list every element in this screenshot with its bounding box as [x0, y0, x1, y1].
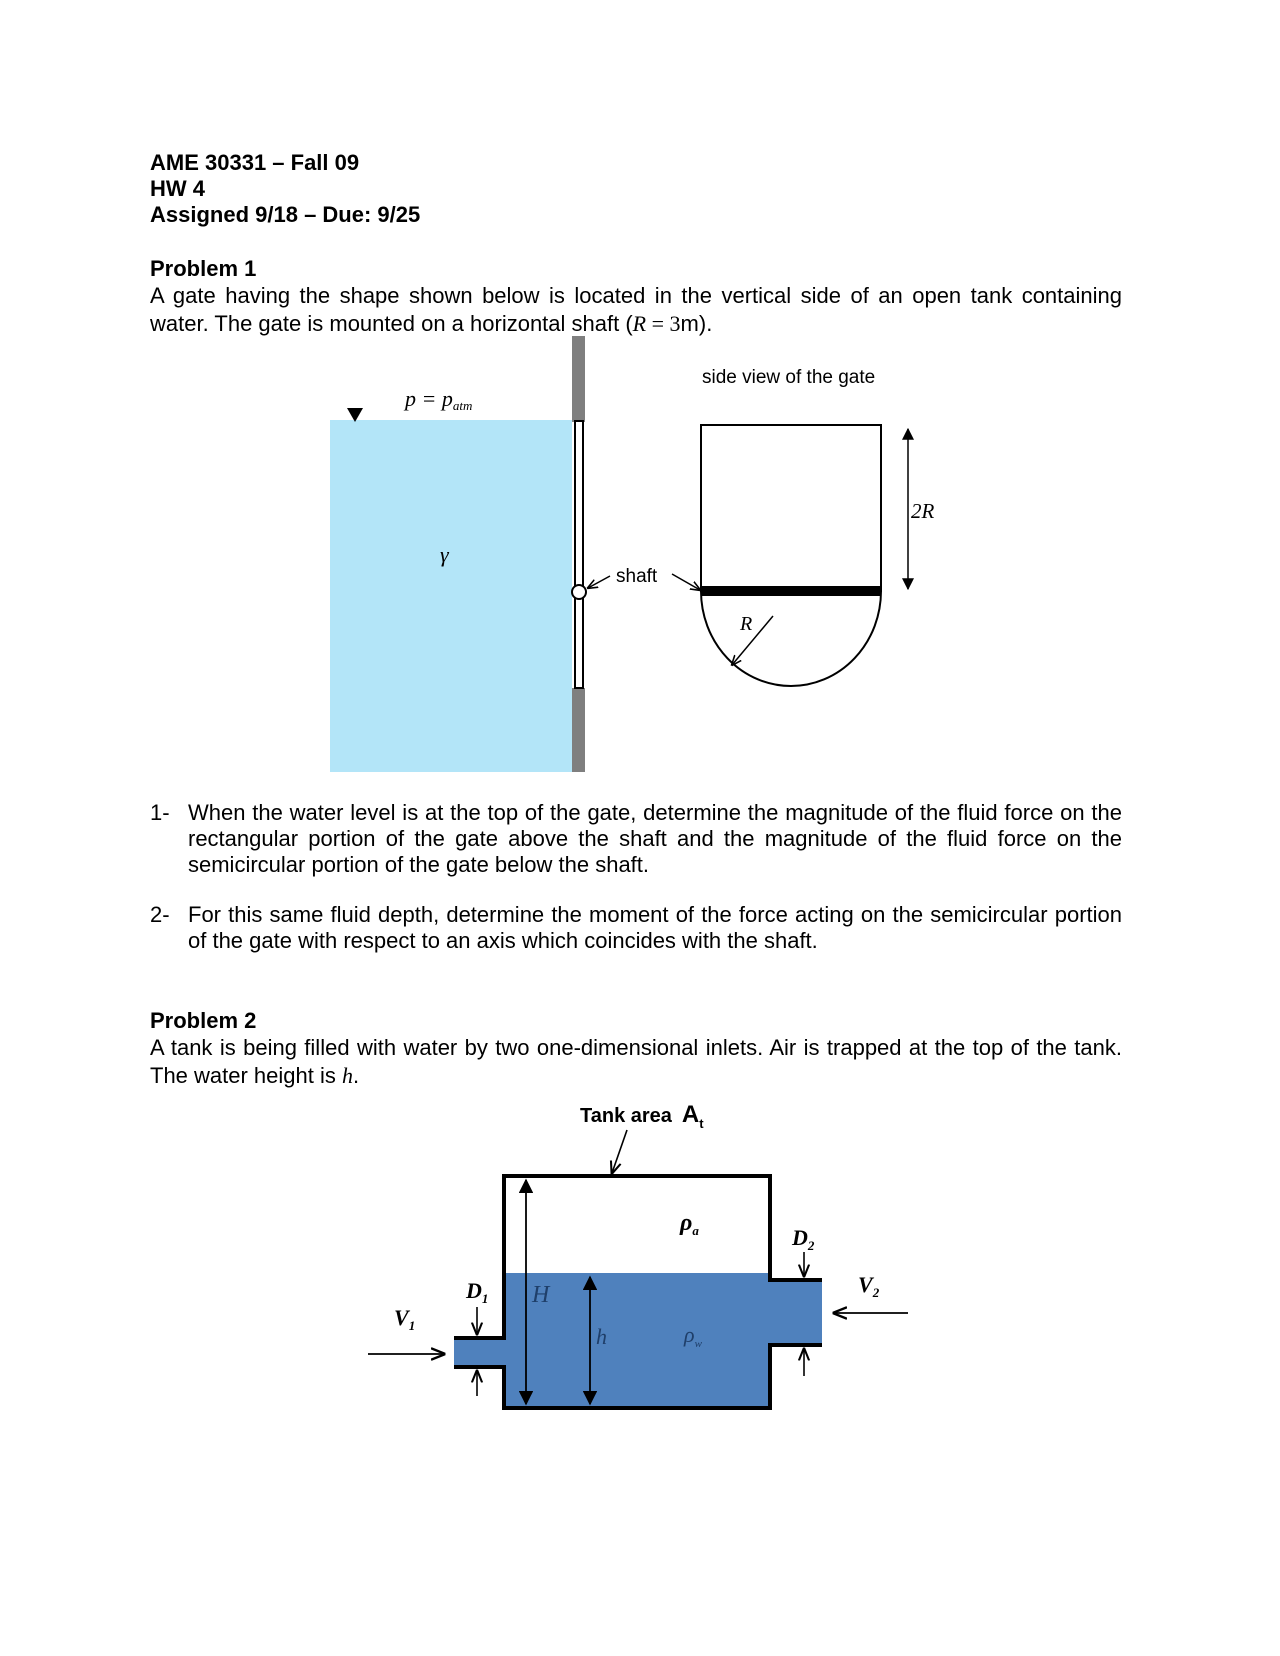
problem-1-questions: [150, 800, 1122, 954]
radius-symbol: R: [632, 311, 647, 336]
free-surface-icon: [347, 408, 363, 422]
dimension-2r-label: 2R: [911, 499, 935, 523]
problem-2-text: A tank is being filled with water by two one-dimensional inlets. Air is trapped at the top of the tank. The water height is: [150, 1035, 1122, 1088]
radius-label: R: [740, 613, 753, 635]
problem-2-title: Problem 2: [150, 1008, 257, 1033]
gate-figure: [0, 330, 1280, 780]
radius-value: = 3: [646, 311, 681, 336]
problem-1-title: Problem 1: [150, 256, 257, 281]
shaft-bar: [701, 586, 881, 596]
gamma-label: γ: [440, 542, 449, 567]
list-item: [150, 800, 1122, 878]
tank-wall-upper: [572, 336, 585, 422]
assignment-dates: Assigned 9/18 – Due: 9/25: [150, 202, 421, 227]
problem-2-statement: [150, 1034, 1122, 1090]
shaft-arrow-right: [672, 574, 700, 590]
problem-2-intro: [150, 1008, 1122, 1090]
tank-water-fill: [454, 1273, 822, 1408]
item-text: For this same fluid depth, determine the moment of the force acting on the semicircular portion of the gate with respect to an axis which coincides with the shaft.: [188, 902, 1122, 953]
tank-figure: [0, 1085, 1280, 1425]
document-header: [150, 150, 420, 228]
V2-label: $V_2$: [858, 1272, 880, 1300]
H-label: H: [532, 1282, 550, 1308]
V1-label: $V_1$: [394, 1305, 416, 1333]
D2-label: $D_2$: [792, 1225, 815, 1253]
tank-area-arrow: [612, 1130, 627, 1173]
shaft-label: shaft: [616, 566, 658, 587]
D1-label: $D_1$: [466, 1278, 489, 1306]
gate-rectangle: [701, 425, 881, 591]
height-symbol: h: [341, 1063, 353, 1088]
item-text: When the water level is at the top of the gate, determine the magnitude of the fluid force on the rectangular portion of the gate above the shaft and the magnitude of the fluid force on the semicircular portion of the gate below the shaft.: [188, 800, 1122, 877]
problem-1-intro: [150, 256, 1122, 338]
shaft-arrow-left: [588, 576, 610, 588]
tank-area-label: Tank area $A_t$: [580, 1101, 704, 1131]
problem-1-text: A gate having the shape shown below is located in the vertical side of an open tank containing water. The gate is mounted on a horizontal shaft (: [150, 283, 1122, 336]
gate-semicircle: [701, 591, 881, 686]
item-number: 2-: [150, 902, 170, 927]
shaft-pivot: [572, 585, 586, 599]
h-label: h: [596, 1324, 607, 1349]
period: .: [352, 1063, 360, 1088]
tank-water: [330, 420, 572, 772]
rho-water-label: $\rho_w$: [684, 1322, 702, 1350]
pressure-label: p = patm: [405, 386, 473, 413]
gate-edge: [575, 421, 583, 688]
homework-number: HW 4: [150, 176, 205, 201]
side-view-label: side view of the gate: [702, 367, 876, 388]
tank-wall-lower: [572, 688, 585, 772]
list-item: [150, 902, 1122, 954]
course-title: AME 30331 – Fall 09: [150, 150, 360, 175]
rho-air-label: $\rho_a$: [680, 1210, 699, 1238]
radius-unit: m).: [680, 311, 713, 336]
item-number: 1-: [150, 800, 170, 825]
